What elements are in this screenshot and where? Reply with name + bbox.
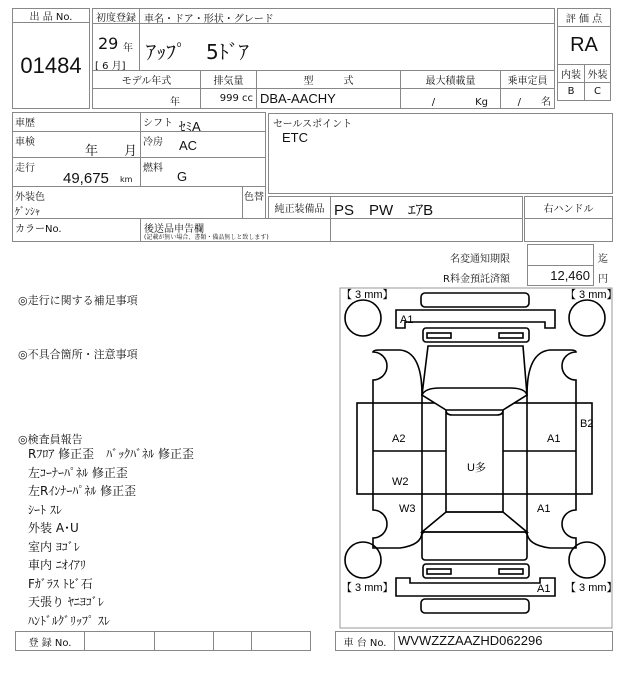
tread-rl: 【 3 mm】 bbox=[341, 582, 394, 594]
shift: ｾﾐA bbox=[179, 119, 201, 134]
equipment-label: 純正装備品 bbox=[268, 196, 331, 219]
lot-no: 01484 bbox=[12, 22, 90, 109]
inspector-item: 天張り ﾔﾆﾖｺﾞﾚ bbox=[28, 595, 104, 609]
fender-rr bbox=[527, 494, 576, 548]
first-reg-label: 初度登録 bbox=[92, 8, 140, 24]
driving-notes-label: ◎走行に関する補足事項 bbox=[18, 294, 138, 307]
exterior-label: 外装 bbox=[584, 64, 611, 83]
front-bumper-top bbox=[421, 293, 529, 307]
chassis-label: 車 台 No. bbox=[335, 631, 395, 651]
interior-grade: B bbox=[557, 82, 585, 101]
car-name-label: 車名・ドア・形状・グレード bbox=[139, 8, 555, 24]
name-change-suffix: 迄 bbox=[598, 254, 608, 265]
interior-label: 内装 bbox=[557, 64, 585, 83]
front-bumper-damage: A1 bbox=[400, 314, 414, 326]
roof bbox=[446, 410, 503, 512]
exterior-grade: C bbox=[584, 82, 611, 101]
defects-label: ◎不具合箇所・注意事項 bbox=[18, 348, 138, 361]
tread-fr: 【 3 mm】 bbox=[565, 289, 618, 301]
fuel: G bbox=[177, 169, 188, 184]
tire-fr bbox=[569, 300, 605, 336]
fender-fr bbox=[527, 350, 576, 403]
later-items-label: 後送品申告欄 bbox=[144, 224, 204, 235]
capacity: / 名 bbox=[500, 88, 555, 109]
reg-year: 29 bbox=[98, 34, 119, 53]
shift-label: シフト bbox=[143, 118, 173, 129]
lot-no-label: 出 品 No. bbox=[12, 8, 90, 23]
inspector-item: 車内 ﾆｵｲｱﾘ bbox=[28, 558, 86, 572]
equipment: PS PW ｴｱB bbox=[330, 196, 523, 219]
recycle-label: R料金預託済額 bbox=[443, 274, 510, 285]
front-bumper bbox=[396, 310, 555, 328]
inspector-item: 外装 A･U bbox=[28, 521, 79, 535]
recycle-fee: 12,460 bbox=[527, 265, 594, 286]
rear-glass bbox=[422, 512, 527, 532]
max-load: / Kg bbox=[400, 88, 501, 109]
right-rear-fender-damage: A1 bbox=[537, 503, 551, 515]
rear-bumper bbox=[396, 578, 555, 596]
left-rear-fender-damage: W3 bbox=[399, 503, 416, 515]
reg-no-cell bbox=[154, 631, 214, 651]
taillight-left bbox=[427, 569, 451, 574]
model-year: 年 bbox=[92, 88, 201, 109]
windshield bbox=[422, 388, 527, 410]
fuel-label: 燃料 bbox=[143, 163, 163, 174]
reg-no-label: 登 録 No. bbox=[15, 631, 85, 651]
headlight-left bbox=[427, 333, 451, 338]
inspector-item: 室内 ﾖｺﾞﾚ bbox=[28, 539, 80, 554]
rear-bumper-damage: A1 bbox=[537, 583, 551, 595]
model-type: DBA-AACHY bbox=[256, 88, 401, 109]
color: ｹﾞﾝｼｬ bbox=[15, 207, 40, 218]
mileage-label: 走行 bbox=[15, 163, 35, 174]
capacity-label: 乗車定員 bbox=[500, 70, 555, 89]
color-change-label: 色替 bbox=[244, 192, 264, 203]
inspector-item: Rﾌﾛｱ 修正歪 ﾊﾞｯｸﾊﾞﾈﾙ 修正歪 bbox=[28, 447, 194, 461]
rear-lights bbox=[423, 564, 529, 578]
tread-rr: 【 3 mm】 bbox=[565, 582, 618, 594]
inspector-label: ◎検査員報告 bbox=[18, 433, 83, 446]
fender-fl bbox=[373, 350, 422, 403]
left-rear-door-damage: W2 bbox=[392, 476, 409, 488]
inspector-item: Fｶﾞﾗｽ ﾄﾋﾞ石 bbox=[28, 576, 93, 591]
color-no-label: カラーNo. bbox=[15, 224, 62, 235]
later-items-note: (記載が無い場合、書類・備品無しと致します) bbox=[144, 234, 269, 241]
reg-no-cell bbox=[84, 631, 155, 651]
tire-fl bbox=[345, 300, 381, 336]
right-pillar-damage: B2 bbox=[580, 418, 594, 430]
inspection-value: 年 月 bbox=[85, 143, 138, 158]
displacement-label: 排気量 bbox=[200, 70, 257, 89]
reg-month: 6 bbox=[102, 61, 109, 72]
max-load-label: 最大積載量 bbox=[400, 70, 501, 89]
reg-month-wrap: [ 6 月] bbox=[95, 61, 126, 72]
left-front-door-damage: A2 bbox=[392, 433, 406, 445]
chassis-no: WVWZZZAAZHD062296 bbox=[394, 631, 613, 651]
inspector-item: 左ｺｰﾅｰﾊﾟﾈﾙ 修正歪 bbox=[28, 465, 128, 480]
steering: 右ハンドル bbox=[524, 196, 613, 219]
grade-score: RA bbox=[557, 26, 611, 65]
right-front-door-damage: A1 bbox=[547, 433, 561, 445]
reg-month-unit: 月 bbox=[111, 61, 122, 72]
type-label: 型 式 bbox=[256, 70, 401, 89]
reg-year-unit: 年 bbox=[123, 43, 133, 54]
history-label: 車歴 bbox=[15, 118, 35, 129]
mileage: 49,675 bbox=[63, 170, 109, 187]
reg-no-cell bbox=[251, 631, 311, 651]
tread-fl: 【 3 mm】 bbox=[341, 289, 394, 301]
sales-point: ETC bbox=[282, 130, 308, 145]
inspector-item: ｼｰﾄ ｽﾚ bbox=[28, 502, 62, 517]
roof-damage: U多 bbox=[467, 462, 486, 474]
displacement: 999 cc bbox=[200, 88, 257, 109]
trunk bbox=[422, 532, 527, 560]
name-change-label: 名変通知期限 bbox=[450, 254, 510, 265]
reg-no-cell bbox=[213, 631, 252, 651]
recycle-unit: 円 bbox=[598, 274, 608, 285]
headlight-right bbox=[499, 333, 523, 338]
inspection-label: 車検 bbox=[15, 137, 35, 148]
grille bbox=[423, 328, 529, 342]
sales-point-label: セールスポイント bbox=[273, 119, 353, 130]
inspector-item: 左Rｲﾝﾅｰﾊﾟﾈﾙ 修正歪 bbox=[28, 484, 137, 498]
rear-bumper-bottom bbox=[421, 599, 529, 613]
color-label: 外装色 bbox=[15, 192, 45, 203]
grade-label: 評 価 点 bbox=[557, 8, 611, 27]
ac: AC bbox=[179, 138, 198, 153]
mileage-unit: km bbox=[120, 175, 133, 184]
taillight-right bbox=[499, 569, 523, 574]
car-name: ｱｯﾌﾟ 5ﾄﾞｱ bbox=[146, 40, 249, 64]
inspector-item: ﾊﾝﾄﾞﾙｸﾞﾘｯﾌﾟ ｽﾚ bbox=[28, 613, 110, 628]
ac-label: 冷房 bbox=[143, 137, 163, 148]
diagram-frame bbox=[340, 288, 612, 628]
model-year-label: モデル年式 bbox=[92, 70, 201, 89]
